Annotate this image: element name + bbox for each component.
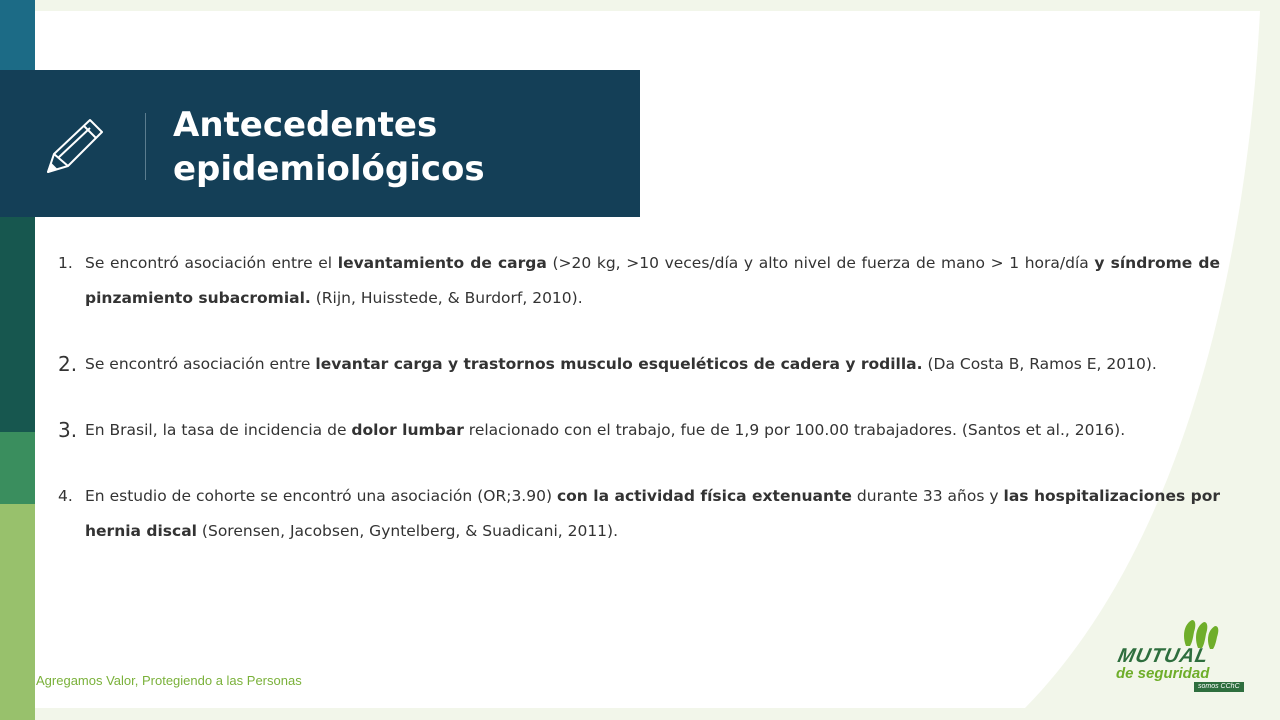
item-text: Se encontró asociación entre levantar carga y trastornos musculo esqueléticos de cadera y rodilla. (Da Costa B, Ramos E, 2010). [85,355,1157,373]
item-number: 2. [58,352,78,376]
item-number: 3. [58,418,78,442]
findings-list [58,246,1220,549]
title-divider [145,113,146,180]
item-text: En estudio de cohorte se encontró una asociación (OR;3.90) con la actividad física extenuante durante 33 años y las hospitalizaciones por hernia discal (Sorensen, Jacobsen, Gyntelberg, & Suadicani, 2011). [85,487,1220,540]
title-line-1: Antecedentes [173,105,438,145]
footer-tagline: Agregamos Valor, Protegiendo a las Personas [36,673,302,688]
pencil-icon [44,118,104,178]
list-item [58,413,1220,448]
item-number: 1. [58,254,73,272]
logo-tag: somos CChC [1194,682,1244,692]
list-item [58,347,1220,382]
logo-sub: de seguridad [1116,665,1210,682]
item-text: En Brasil, la tasa de incidencia de dolor lumbar relacionado con el trabajo, fue de 1,9 por 100.00 trabajadores. (Santos et al., 2016). [85,421,1126,439]
item-text: Se encontró asociación entre el levantamiento de carga (>20 kg, >10 veces/día y alto nivel de fuerza de mano > 1 hora/día y síndrome de pinzamiento subacromial. (Rijn, Huisstede, & Burdorf, 2010). [85,254,1220,307]
item-number: 4. [58,487,73,505]
title-line-2: epidemiológicos [173,149,485,189]
list-item [58,246,1220,316]
list-item [58,479,1220,549]
mutual-logo [1110,618,1250,694]
page-title [173,103,485,191]
logo-name: MUTUAL [1115,645,1211,667]
title-band [0,70,640,217]
